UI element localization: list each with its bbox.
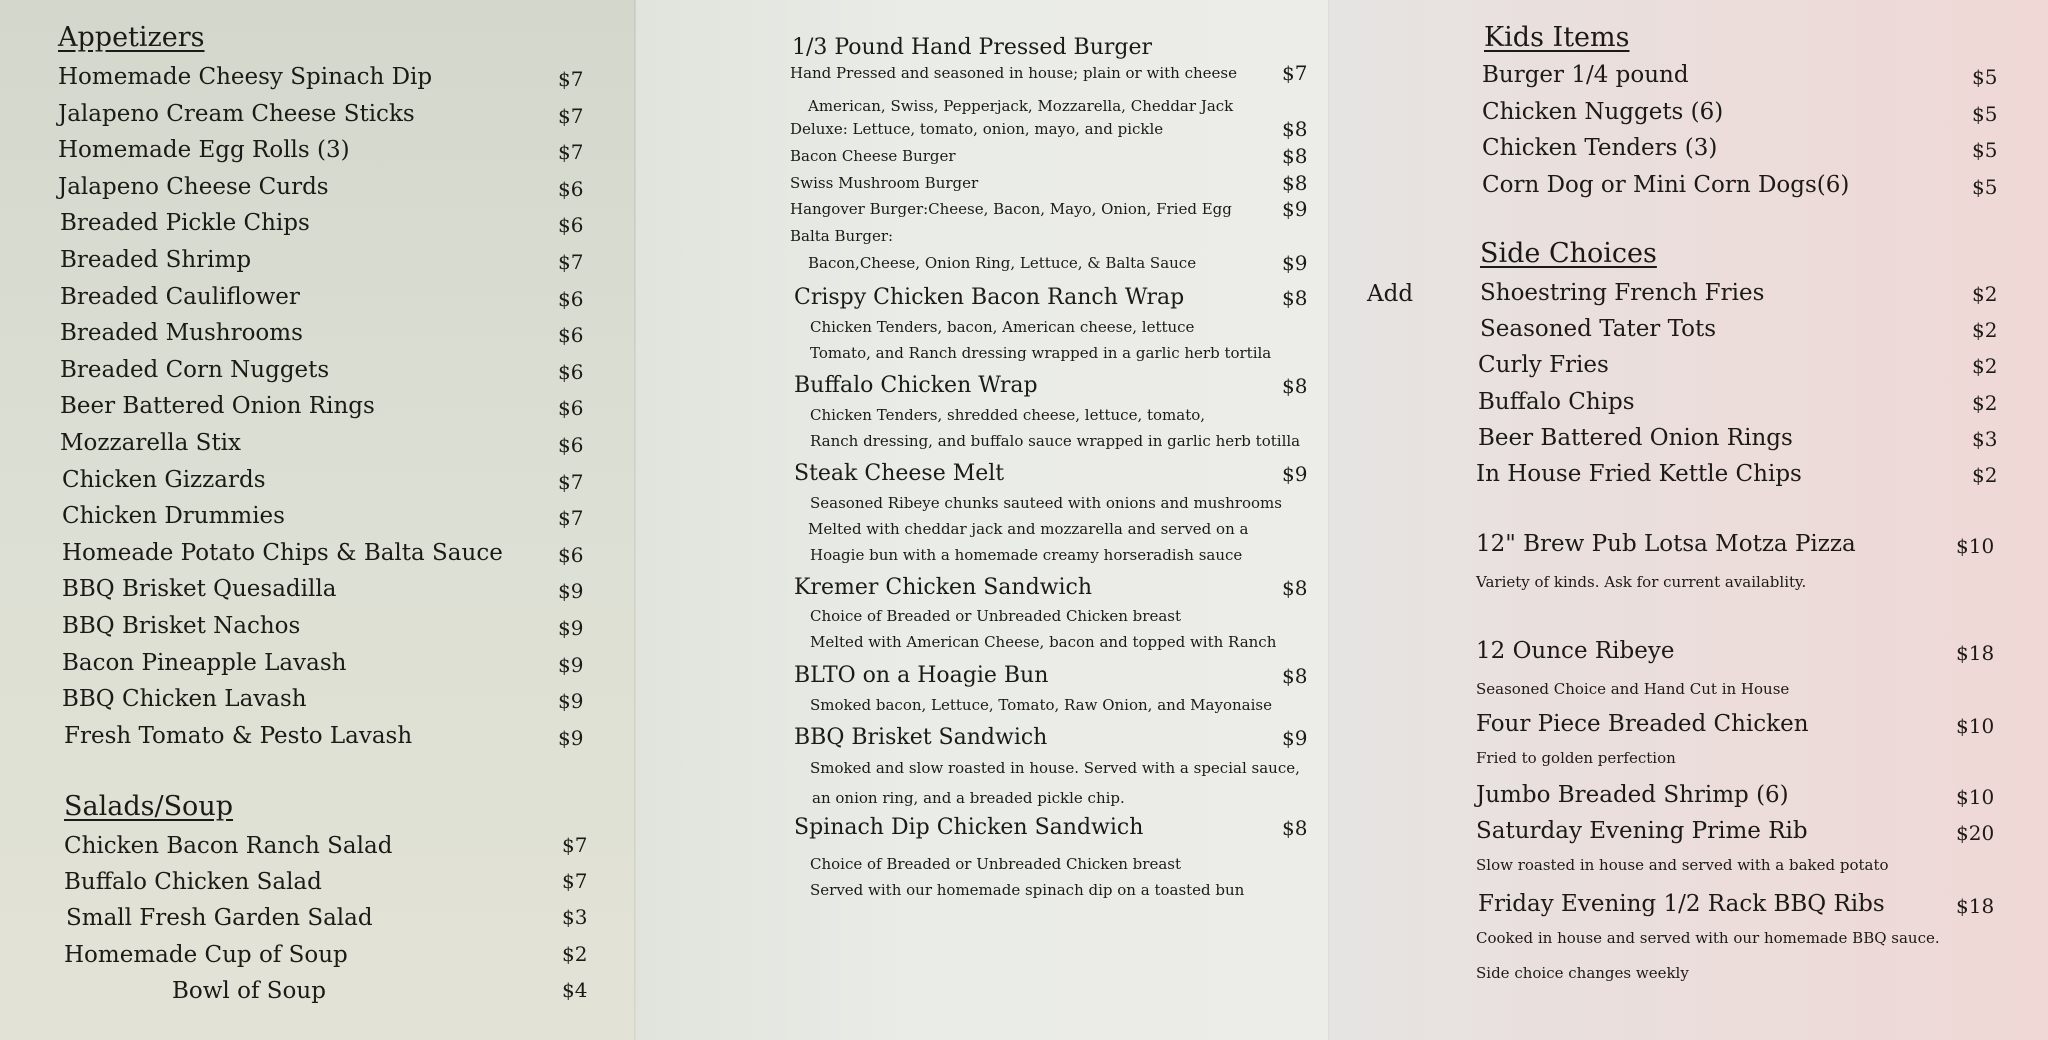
- sandwich-description: Smoked and slow roasted in house. Served with a special sauce,: [810, 759, 1300, 777]
- side-price: $3: [1972, 426, 1998, 451]
- side-price: $2: [1972, 282, 1998, 306]
- appetizer-name: Homeade Potato Chips & Balta Sauce: [62, 539, 503, 566]
- menu-panel-middle: [636, 0, 1330, 1040]
- sandwich-price: $8: [1282, 576, 1308, 600]
- sandwich-option-price: $7: [1282, 61, 1308, 85]
- appetizer-price: $9: [558, 725, 584, 750]
- sandwich-description: Choice of Breaded or Unbreaded Chicken breast: [810, 855, 1181, 873]
- appetizer-name: Breaded Mushrooms: [60, 320, 303, 347]
- entree-title: Saturday Evening Prime Rib: [1476, 818, 1808, 844]
- appetizer-name: Beer Battered Onion Rings: [60, 393, 375, 420]
- entree-title: 12" Brew Pub Lotsa Motza Pizza: [1476, 531, 1856, 557]
- entree-description: Fried to golden perfection: [1476, 749, 1676, 767]
- side-name: Seasoned Tater Tots: [1480, 316, 1717, 343]
- sandwich-description: Hangover Burger:Cheese, Bacon, Mayo, Onion, Fried Egg: [790, 200, 1232, 218]
- entree-title: 12 Ounce Ribeye: [1476, 638, 1675, 664]
- sandwich-description: Melted with American Cheese, bacon and topped with Ranch: [810, 633, 1277, 651]
- kids-item-name: Chicken Nuggets (6): [1482, 98, 1724, 125]
- kids-heading: Kids Items: [1484, 22, 1630, 53]
- side-price: $2: [1972, 318, 1998, 343]
- appetizer-name: Chicken Gizzards: [62, 466, 266, 493]
- kids-item-name: Burger 1/4 pound: [1482, 62, 1689, 88]
- side-name: Beer Battered Onion Rings: [1478, 424, 1793, 451]
- side-price: $2: [1972, 463, 1998, 487]
- sandwich-description: Hand Pressed and seasoned in house; plain or with cheese: [790, 64, 1237, 82]
- entree-title: Four Piece Breaded Chicken: [1476, 711, 1809, 737]
- appetizer-price: $6: [558, 433, 584, 457]
- sandwich-option-price: $8: [1282, 117, 1308, 141]
- appetizer-name: Homemade Egg Rolls (3): [58, 137, 350, 164]
- appetizer-name: BBQ Chicken Lavash: [62, 686, 307, 713]
- kids-item-name: Chicken Tenders (3): [1482, 135, 1718, 161]
- appetizer-price: $7: [558, 103, 584, 128]
- entree-price: $10: [1956, 785, 1995, 809]
- sandwich-title: Spinach Dip Chicken Sandwich: [794, 815, 1144, 840]
- sandwich-title: Buffalo Chicken Wrap: [794, 373, 1038, 398]
- add-label: Add: [1367, 281, 1414, 307]
- appetizer-price: $9: [558, 652, 584, 677]
- salad-price: $3: [562, 905, 588, 930]
- appetizer-price: $7: [558, 250, 584, 274]
- salad-name: Buffalo Chicken Salad: [64, 869, 322, 896]
- sandwich-title: Steak Cheese Melt: [794, 461, 1005, 486]
- appetizer-name: Mozzarella Stix: [60, 430, 242, 456]
- sandwich-price: $8: [1282, 286, 1308, 310]
- entree-description: Slow roasted in house and served with a baked potato: [1476, 856, 1889, 874]
- menu-panel-left: [0, 0, 636, 1040]
- appetizer-price: $7: [558, 140, 584, 165]
- side-name: Shoestring French Fries: [1480, 280, 1765, 306]
- entree-price: $10: [1956, 714, 1995, 738]
- kids-item-name: Corn Dog or Mini Corn Dogs(6): [1482, 171, 1850, 198]
- appetizers-heading: Appetizers: [58, 22, 205, 53]
- appetizer-name: Breaded Pickle Chips: [60, 210, 310, 237]
- appetizer-price: $6: [558, 213, 584, 238]
- sandwich-description: Tomato, and Ranch dressing wrapped in a garlic herb tortila: [810, 344, 1272, 362]
- entree-title: Friday Evening 1/2 Rack BBQ Ribs: [1478, 891, 1885, 917]
- sandwich-description: Hoagie bun with a homemade creamy horseradish sauce: [810, 546, 1243, 564]
- side-name: In House Fried Kettle Chips: [1476, 461, 1802, 487]
- side-price: $2: [1972, 354, 1998, 379]
- side-name: Curly Fries: [1478, 352, 1609, 379]
- sandwich-price: $9: [1282, 726, 1308, 750]
- sandwich-description: Seasoned Ribeye chunks sauteed with onions and mushrooms: [810, 494, 1282, 512]
- salad-price: $7: [562, 869, 588, 894]
- salads-heading: Salads/Soup: [64, 791, 233, 822]
- appetizer-name: Chicken Drummies: [62, 503, 285, 530]
- salad-name: Chicken Bacon Ranch Salad: [64, 833, 393, 859]
- salad-name: Small Fresh Garden Salad: [66, 905, 373, 932]
- kids-item-price: $5: [1972, 174, 1998, 199]
- appetizer-price: $7: [558, 506, 584, 531]
- salad-price: $4: [562, 977, 588, 1002]
- menu-panel-right: [1330, 0, 2048, 1040]
- kids-item-price: $5: [1972, 65, 1998, 89]
- sandwich-description: Ranch dressing, and buffalo sauce wrapped in garlic herb totilla: [810, 432, 1301, 450]
- sandwich-price: $8: [1282, 816, 1308, 840]
- salad-name: Bowl of Soup: [172, 977, 326, 1004]
- appetizer-name: Breaded Shrimp: [60, 247, 252, 273]
- kids-item-price: $5: [1972, 101, 1998, 126]
- sandwich-title: Crispy Chicken Bacon Ranch Wrap: [794, 285, 1185, 310]
- salad-name: Homemade Cup of Soup: [64, 941, 348, 968]
- entree-description: Variety of kinds. Ask for current availablity.: [1476, 573, 1807, 591]
- entree-price: $10: [1956, 534, 1995, 558]
- sandwich-description: Smoked bacon, Lettuce, Tomato, Raw Onion, and Mayonaise: [810, 696, 1272, 714]
- sandwich-option-price: $8: [1282, 171, 1308, 195]
- sandwich-title: BBQ Brisket Sandwich: [794, 725, 1048, 750]
- sandwich-description: Bacon Cheese Burger: [790, 147, 956, 165]
- appetizer-name: Breaded Corn Nuggets: [60, 356, 330, 383]
- sandwich-description: Balta Burger:: [790, 227, 894, 245]
- appetizer-price: $6: [558, 396, 584, 421]
- sandwich-description: Chicken Tenders, shredded cheese, lettuce, tomato,: [810, 406, 1206, 424]
- entree-price: $18: [1956, 641, 1995, 665]
- sandwich-description: an onion ring, and a breaded pickle chip.: [812, 789, 1125, 807]
- salad-price: $7: [562, 833, 588, 857]
- appetizer-name: Bacon Pineapple Lavash: [62, 649, 347, 676]
- sandwich-description: Swiss Mushroom Burger: [790, 174, 979, 192]
- entree-title: Jumbo Breaded Shrimp (6): [1476, 782, 1789, 808]
- appetizer-price: $9: [558, 689, 584, 714]
- entree-price: $20: [1956, 821, 1995, 845]
- sandwich-description: Melted with cheddar jack and mozzarella and served on a: [808, 520, 1249, 538]
- appetizer-price: $9: [558, 616, 584, 640]
- appetizer-name: Jalapeno Cream Cheese Sticks: [58, 100, 415, 127]
- appetizer-price: $6: [558, 176, 584, 201]
- appetizer-price: $9: [558, 579, 584, 604]
- appetizer-name: Fresh Tomato & Pesto Lavash: [64, 722, 413, 749]
- appetizer-price: $6: [558, 542, 584, 567]
- sandwich-description: American, Swiss, Pepperjack, Mozzarella, Cheddar Jack: [808, 97, 1234, 115]
- appetizer-name: Jalapeno Cheese Curds: [58, 173, 329, 200]
- sandwich-option-price: $9: [1282, 197, 1308, 221]
- appetizer-name: BBQ Brisket Nachos: [62, 613, 301, 639]
- sandwich-description: Served with our homemade spinach dip on a toasted bun: [810, 881, 1245, 899]
- appetizer-price: $7: [558, 67, 584, 91]
- sandwich-price: $8: [1282, 664, 1308, 688]
- sandwich-description: Choice of Breaded or Unbreaded Chicken breast: [810, 607, 1181, 625]
- sandwich-description: Bacon,Cheese, Onion Ring, Lettuce, & Balta Sauce: [808, 254, 1197, 272]
- sandwich-title: Kremer Chicken Sandwich: [794, 575, 1093, 600]
- sandwich-title: BLTO on a Hoagie Bun: [794, 663, 1049, 688]
- sandwich-price: $9: [1282, 462, 1308, 486]
- entree-description: Seasoned Choice and Hand Cut in House: [1476, 680, 1790, 698]
- side-name: Buffalo Chips: [1478, 388, 1635, 415]
- sandwich-description: Deluxe: Lettuce, tomato, onion, mayo, and pickle: [790, 120, 1164, 138]
- appetizer-price: $6: [558, 323, 584, 348]
- kids-item-price: $5: [1972, 138, 1998, 162]
- sandwich-title: 1/3 Pound Hand Pressed Burger: [792, 35, 1153, 60]
- sandwich-description: Chicken Tenders, bacon, American cheese, lettuce: [810, 318, 1195, 336]
- sandwich-option-price: $8: [1282, 144, 1308, 168]
- appetizer-price: $6: [558, 359, 584, 384]
- appetizer-name: Homemade Cheesy Spinach Dip: [58, 64, 433, 90]
- salad-price: $2: [562, 941, 588, 966]
- appetizer-name: Breaded Cauliflower: [60, 283, 300, 310]
- sides-heading: Side Choices: [1480, 238, 1657, 269]
- entree-description: Cooked in house and served with our homemade BBQ sauce.: [1476, 929, 1940, 947]
- appetizer-name: BBQ Brisket Quesadilla: [62, 576, 337, 603]
- sandwich-price: $8: [1282, 374, 1308, 398]
- entree-description: Side choice changes weekly: [1476, 964, 1689, 982]
- appetizer-price: $7: [558, 469, 584, 494]
- entree-price: $18: [1956, 894, 1995, 918]
- sandwich-option-price: $9: [1282, 251, 1308, 275]
- appetizer-price: $6: [558, 286, 584, 311]
- side-price: $2: [1972, 390, 1998, 415]
